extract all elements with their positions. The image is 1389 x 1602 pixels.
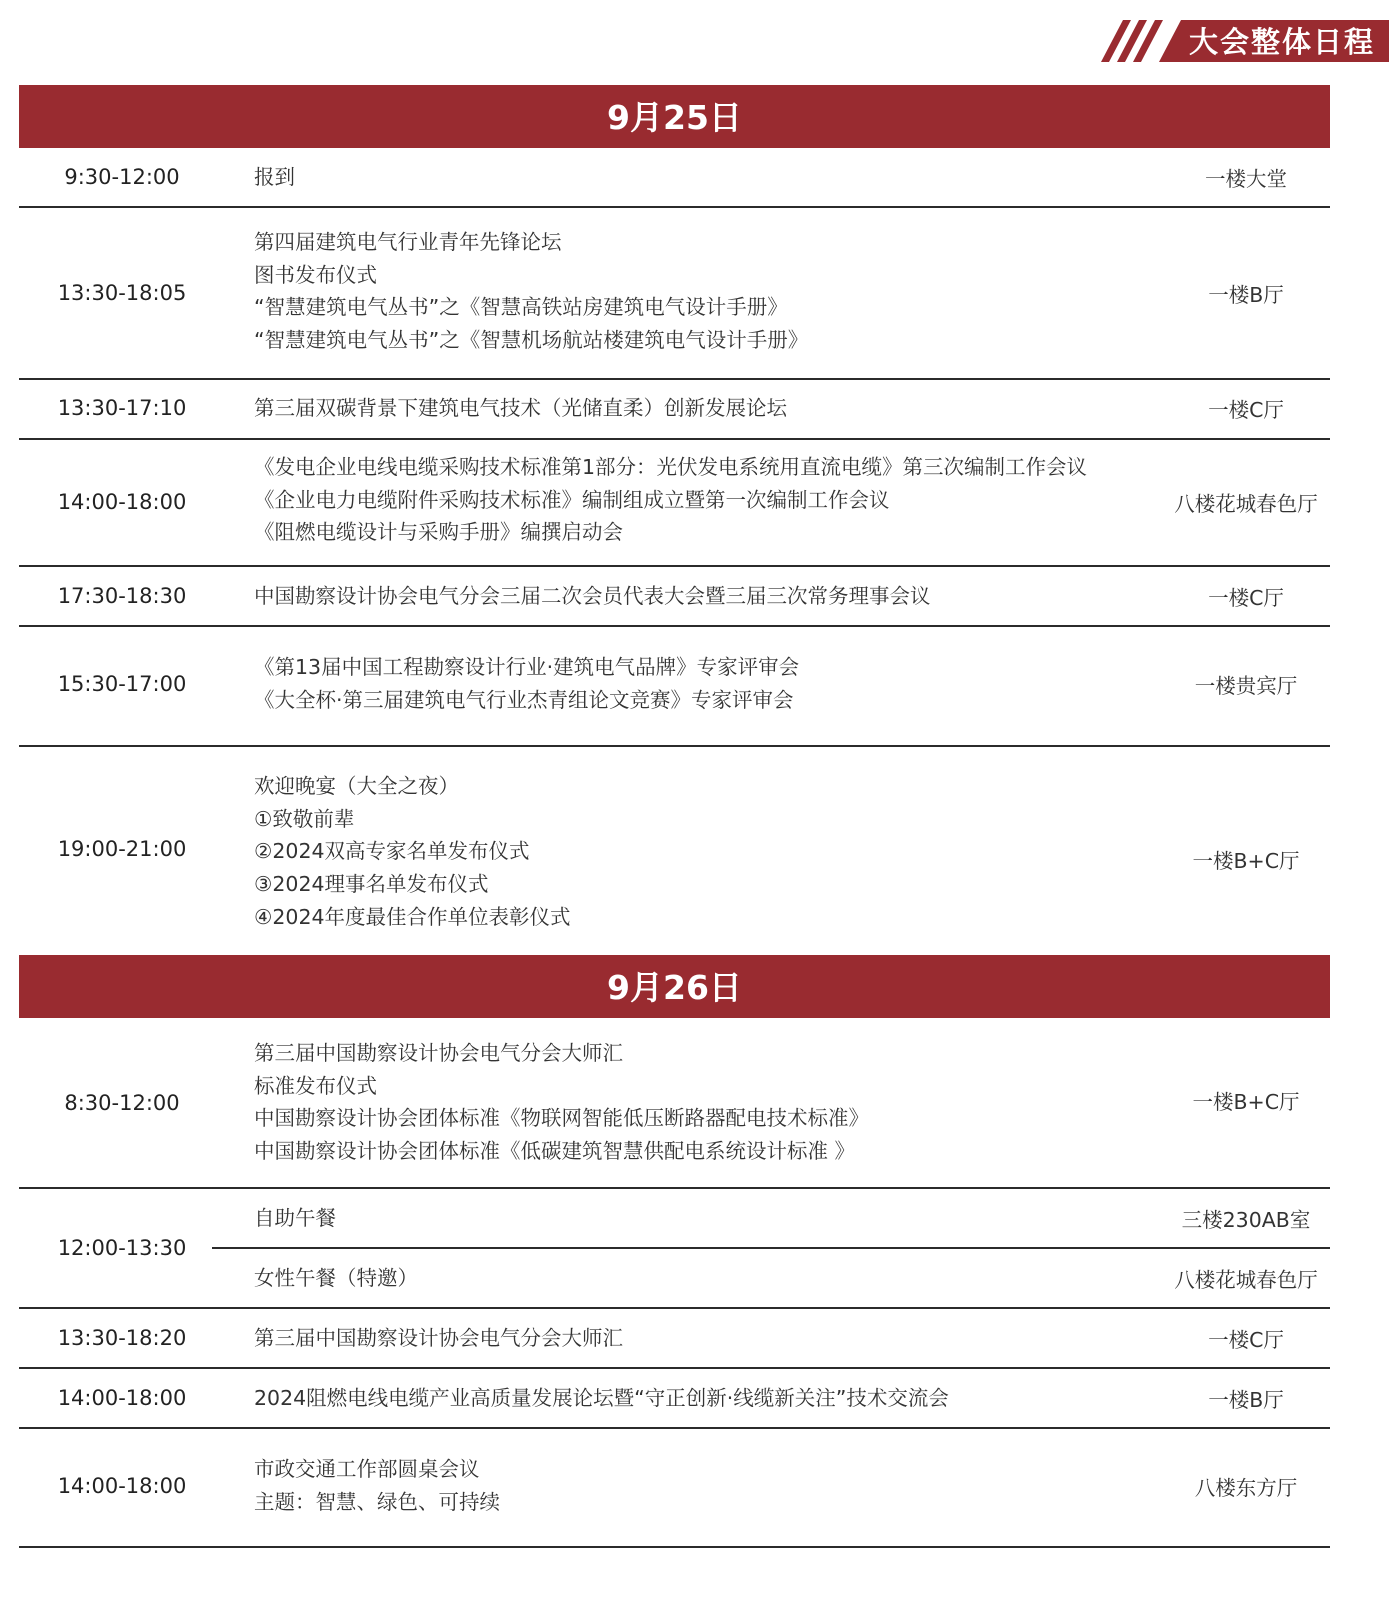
section-tag-label: 大会整体日程 [1188, 25, 1375, 59]
row-divider [19, 1546, 1330, 1548]
event-line: 《发电企业电线电缆采购技术标准第1部分：光伏发电系统用直流电缆》第三次编制工作会议 [254, 455, 1088, 479]
row-divider [19, 206, 1330, 208]
row-divider [19, 565, 1330, 567]
session-venue: 一楼C厅 [1208, 1328, 1284, 1352]
session-time: 15:30-17:00 [57, 672, 187, 696]
session-events [254, 580, 931, 613]
row-divider [19, 1187, 1330, 1189]
event-line: 《第13届中国工程勘察设计行业·建筑电气品牌》专家评审会 [254, 655, 800, 679]
row-divider [19, 625, 1330, 627]
event-line: 报到 [254, 165, 295, 189]
session-venue: 一楼B厅 [1208, 283, 1284, 307]
session-events [254, 392, 787, 425]
session-time: 19:00-21:00 [57, 837, 187, 861]
session-events [254, 1037, 869, 1168]
session-venue: 一楼大堂 [1205, 167, 1287, 191]
section-tag [1101, 20, 1389, 62]
session-venue: 三楼230AB室 [1181, 1208, 1311, 1232]
session-events [254, 161, 295, 194]
session-events [254, 451, 1087, 549]
session-venue: 一楼贵宾厅 [1194, 674, 1298, 698]
session-time: 13:30-18:05 [57, 281, 187, 305]
event-line: 《阻燃电缆设计与采购手册》编撰启动会 [254, 520, 623, 545]
row-divider [19, 1307, 1330, 1309]
session-time: 9:30-12:00 [64, 165, 180, 189]
event-line: “智慧建筑电气丛书”之《智慧机场航站楼建筑电气设计手册》 [254, 328, 809, 353]
day-header-sep25: 9月25日 [19, 85, 1330, 148]
row-divider [19, 378, 1330, 380]
session-events [254, 770, 571, 933]
session-events [254, 1202, 336, 1235]
session-time: 14:00-18:00 [57, 490, 187, 514]
session-events [254, 651, 799, 716]
row-divider [19, 1367, 1330, 1369]
event-line: “智慧建筑电气丛书”之《智慧高铁站房建筑电气设计手册》 [254, 295, 788, 320]
session-time: 17:30-18:30 [57, 584, 187, 608]
session-venue: 一楼C厅 [1208, 586, 1284, 610]
event-line: ③2024理事名单发布仪式 [254, 872, 489, 897]
event-line: 中国勘察设计协会电气分会三届二次会员代表大会暨三届三次常务理事会议 [254, 584, 931, 608]
session-venue: 一楼B+C厅 [1192, 1090, 1300, 1114]
event-line: ④2024年度最佳合作单位表彰仪式 [254, 904, 571, 929]
event-line: 欢迎晚宴（大全之夜） [254, 774, 459, 798]
event-line: 第三届双碳背景下建筑电气技术（光储直柔）创新发展论坛 [254, 396, 787, 420]
event-line: 市政交通工作部圆桌会议 [254, 1457, 480, 1481]
event-line: 第三届中国勘察设计协会电气分会大师汇 [254, 1041, 623, 1065]
session-venue: 一楼B+C厅 [1192, 849, 1300, 873]
session-events [254, 1322, 623, 1355]
event-line: ②2024双高专家名单发布仪式 [254, 839, 530, 864]
event-line: 《大全杯·第三届建筑电气行业杰青组论文竞赛》专家评审会 [254, 687, 794, 712]
session-venue: 一楼B厅 [1208, 1388, 1284, 1412]
event-line: 图书发布仪式 [254, 262, 377, 287]
session-events [254, 226, 808, 357]
event-line: 第三届中国勘察设计协会电气分会大师汇 [254, 1326, 623, 1350]
session-time: 8:30-12:00 [64, 1091, 180, 1115]
event-line: 自助午餐 [254, 1206, 336, 1230]
session-venue: 八楼花城春色厅 [1174, 1268, 1318, 1292]
session-time: 14:00-18:00 [57, 1386, 187, 1410]
row-divider [19, 745, 1330, 747]
session-venue: 一楼C厅 [1208, 398, 1284, 422]
event-line: 女性午餐（特邀） [254, 1266, 418, 1290]
session-time: 12:00-13:30 [57, 1236, 187, 1260]
event-line: 标准发布仪式 [254, 1073, 377, 1098]
session-venue: 八楼东方厅 [1194, 1476, 1298, 1500]
sub-row-divider [212, 1247, 1330, 1249]
session-events [254, 1382, 949, 1415]
row-divider [19, 438, 1330, 440]
event-line: 《企业电力电缆附件采购技术标准》编制组成立暨第一次编制工作会议 [254, 487, 890, 512]
row-divider [19, 1427, 1330, 1429]
event-line: 中国勘察设计协会团体标准《物联网智能低压断路器配电技术标准》 [254, 1106, 869, 1131]
session-venue: 八楼花城春色厅 [1174, 492, 1318, 516]
session-events [254, 1262, 418, 1295]
event-line: 2024阻燃电线电缆产业高质量发展论坛暨“守正创新·线缆新关注”技术交流会 [254, 1386, 949, 1410]
event-line: 第四届建筑电气行业青年先锋论坛 [254, 230, 562, 254]
session-events [254, 1453, 500, 1518]
session-time: 13:30-18:20 [57, 1326, 187, 1350]
session-time: 13:30-17:10 [57, 396, 187, 420]
event-line: 主题：智慧、绿色、可持续 [254, 1489, 500, 1514]
event-line: ①致敬前辈 [254, 806, 355, 831]
event-line: 中国勘察设计协会团体标准《低碳建筑智慧供配电系统设计标准 》 [254, 1139, 856, 1164]
session-time: 14:00-18:00 [57, 1474, 187, 1498]
day-header-sep26: 9月26日 [19, 955, 1330, 1018]
